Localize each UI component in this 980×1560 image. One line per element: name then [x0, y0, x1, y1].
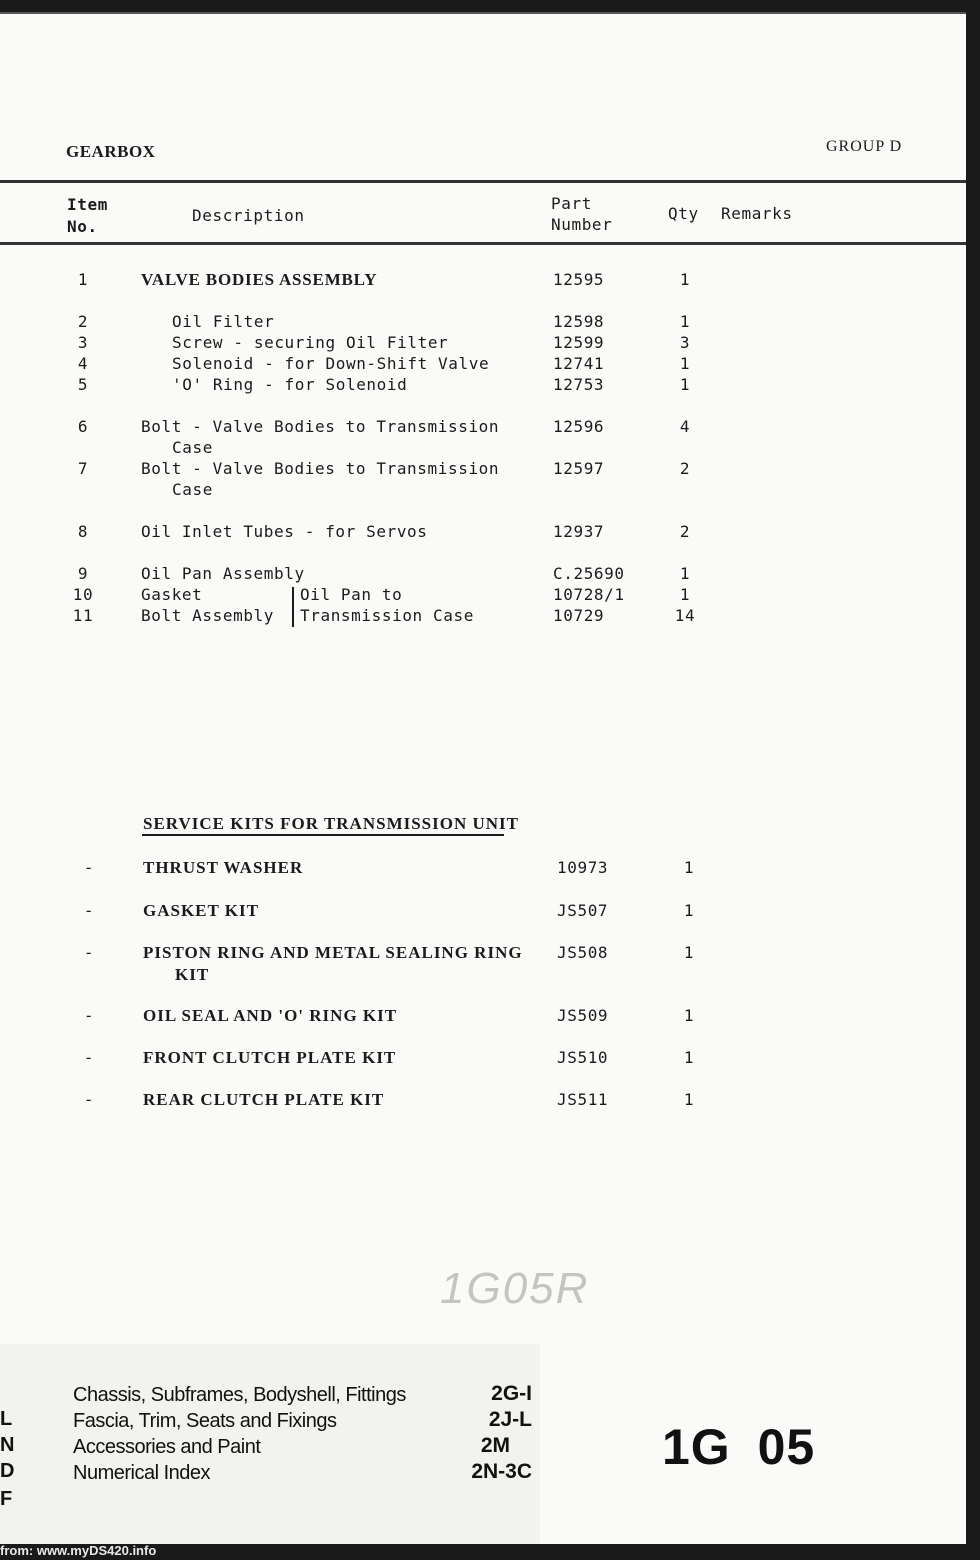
bracket-note-line2: Transmission Case	[300, 606, 474, 625]
table-row	[0, 585, 966, 605]
index-code: 2M	[480, 1434, 510, 1457]
quantity: 1	[683, 943, 695, 962]
part-number: 10729	[553, 606, 605, 625]
table-row	[0, 522, 966, 542]
quantity: 1	[683, 1006, 695, 1025]
index-label: Chassis, Subframes, Bodyshell, Fittings	[73, 1384, 406, 1406]
table-row	[0, 606, 966, 626]
quantity: 2	[679, 522, 691, 541]
description: Gasket	[141, 585, 203, 604]
description-continued: KIT	[175, 965, 210, 984]
col-description: Description	[192, 206, 305, 225]
handwritten-code: 1G05R	[440, 1264, 590, 1313]
quantity: 1	[679, 270, 691, 289]
col-remarks: Remarks	[721, 204, 793, 223]
col-item-line2: No.	[67, 217, 98, 236]
item-number: 9	[77, 564, 89, 583]
col-item-line1: Item	[67, 195, 108, 214]
part-number: 12599	[553, 333, 605, 352]
quantity: 4	[679, 417, 691, 436]
header-rule-bottom	[0, 242, 966, 245]
description: Oil Inlet Tubes - for Servos	[141, 522, 428, 541]
bracket-note-line1: Oil Pan to	[300, 585, 403, 604]
side-letter: L	[0, 1408, 13, 1430]
quantity: 1	[683, 901, 695, 920]
description: PISTON RING AND METAL SEALING RING	[143, 943, 523, 962]
item-number: -	[83, 1048, 95, 1067]
part-number: 12741	[553, 354, 605, 373]
part-number: 12596	[553, 417, 605, 436]
header-rule-top	[0, 180, 966, 183]
table-row	[0, 312, 966, 332]
item-number: 4	[77, 354, 89, 373]
table-row	[0, 1090, 966, 1110]
quantity: 1	[679, 375, 691, 394]
item-number: -	[83, 901, 95, 920]
footer-index	[0, 1344, 540, 1544]
part-number: 12595	[553, 270, 605, 289]
description: 'O' Ring - for Solenoid	[172, 375, 408, 394]
col-part-line2: Number	[551, 215, 613, 234]
description: Oil Filter	[172, 312, 275, 331]
description: Screw - securing Oil Filter	[172, 333, 449, 352]
description-continued: Case	[172, 480, 213, 499]
table-row	[0, 1006, 966, 1026]
part-number: 12597	[553, 459, 605, 478]
description: Oil Pan Assembly	[141, 564, 305, 583]
index-code: 2J-L	[488, 1408, 532, 1431]
quantity: 1	[679, 564, 691, 583]
item-number: 3	[77, 333, 89, 352]
item-number: 6	[77, 417, 89, 436]
part-number: 12937	[553, 522, 605, 541]
index-code: 2N-3C	[471, 1460, 532, 1483]
index-label: Fascia, Trim, Seats and Fixings	[73, 1410, 337, 1432]
quantity: 1	[683, 858, 695, 877]
index-label: Numerical Index	[73, 1462, 211, 1484]
table-row	[0, 1048, 966, 1068]
index-label: Accessories and Paint	[73, 1436, 261, 1458]
bracket-line	[292, 587, 294, 627]
quantity: 14	[674, 606, 696, 625]
col-part-line1: Part	[551, 194, 592, 213]
item-number: 8	[77, 522, 89, 541]
quantity: 1	[683, 1090, 695, 1109]
item-number: -	[83, 1006, 95, 1025]
part-number: JS510	[557, 1048, 609, 1067]
item-number: 2	[77, 312, 89, 331]
table-row	[0, 901, 966, 921]
item-number: 7	[77, 459, 89, 478]
heading-underline	[142, 834, 504, 836]
table-row	[0, 564, 966, 584]
description: Bolt Assembly	[141, 606, 275, 625]
table-row	[0, 270, 966, 290]
quantity: 3	[679, 333, 691, 352]
description: Solenoid - for Down-Shift Valve	[172, 354, 490, 373]
item-number: 11	[72, 606, 94, 625]
item-number: 1	[77, 270, 89, 289]
description: FRONT CLUTCH PLATE KIT	[143, 1048, 397, 1067]
item-number: -	[83, 1090, 95, 1109]
side-letter: N	[0, 1434, 15, 1456]
table-row	[0, 333, 966, 353]
quantity: 1	[679, 354, 691, 373]
page-code: 1G 05	[662, 1419, 816, 1475]
part-number: JS508	[557, 943, 609, 962]
table-row	[0, 459, 966, 479]
item-number: -	[83, 858, 95, 877]
source-watermark: from: www.myDS420.info	[0, 1543, 157, 1558]
table-row	[0, 943, 966, 963]
quantity: 1	[683, 1048, 695, 1067]
description: Bolt - Valve Bodies to Transmission	[141, 417, 500, 436]
part-number: 12598	[553, 312, 605, 331]
description: THRUST WASHER	[143, 858, 304, 877]
part-number: 10973	[557, 858, 609, 877]
table-row	[0, 417, 966, 437]
part-number: JS511	[557, 1090, 609, 1109]
index-code: 2G-I	[491, 1382, 532, 1405]
description: GASKET KIT	[143, 901, 259, 920]
part-number: JS509	[557, 1006, 609, 1025]
col-qty: Qty	[668, 204, 699, 223]
side-letter: F	[0, 1488, 13, 1510]
quantity: 1	[679, 585, 691, 604]
part-number: 10728/1	[553, 585, 625, 604]
item-number: 5	[77, 375, 89, 394]
quantity: 2	[679, 459, 691, 478]
description: Bolt - Valve Bodies to Transmission	[141, 459, 500, 478]
section-title: GEARBOX	[66, 142, 156, 161]
quantity: 1	[679, 312, 691, 331]
part-number: C.25690	[553, 564, 625, 583]
item-number: -	[83, 943, 95, 962]
part-number: 12753	[553, 375, 605, 394]
group-label: GROUP D	[826, 138, 903, 155]
description-continued: Case	[172, 438, 213, 457]
item-number: 10	[72, 585, 94, 604]
description: OIL SEAL AND 'O' RING KIT	[143, 1006, 398, 1025]
service-kits-heading: SERVICE KITS FOR TRANSMISSION UNIT	[143, 814, 520, 833]
catalogue-page	[0, 12, 966, 1544]
description: REAR CLUTCH PLATE KIT	[143, 1090, 385, 1109]
part-number: JS507	[557, 901, 609, 920]
side-letter: D	[0, 1460, 15, 1482]
table-row	[0, 858, 966, 878]
description: VALVE BODIES ASSEMBLY	[141, 270, 378, 289]
table-row	[0, 375, 966, 395]
table-row	[0, 354, 966, 374]
